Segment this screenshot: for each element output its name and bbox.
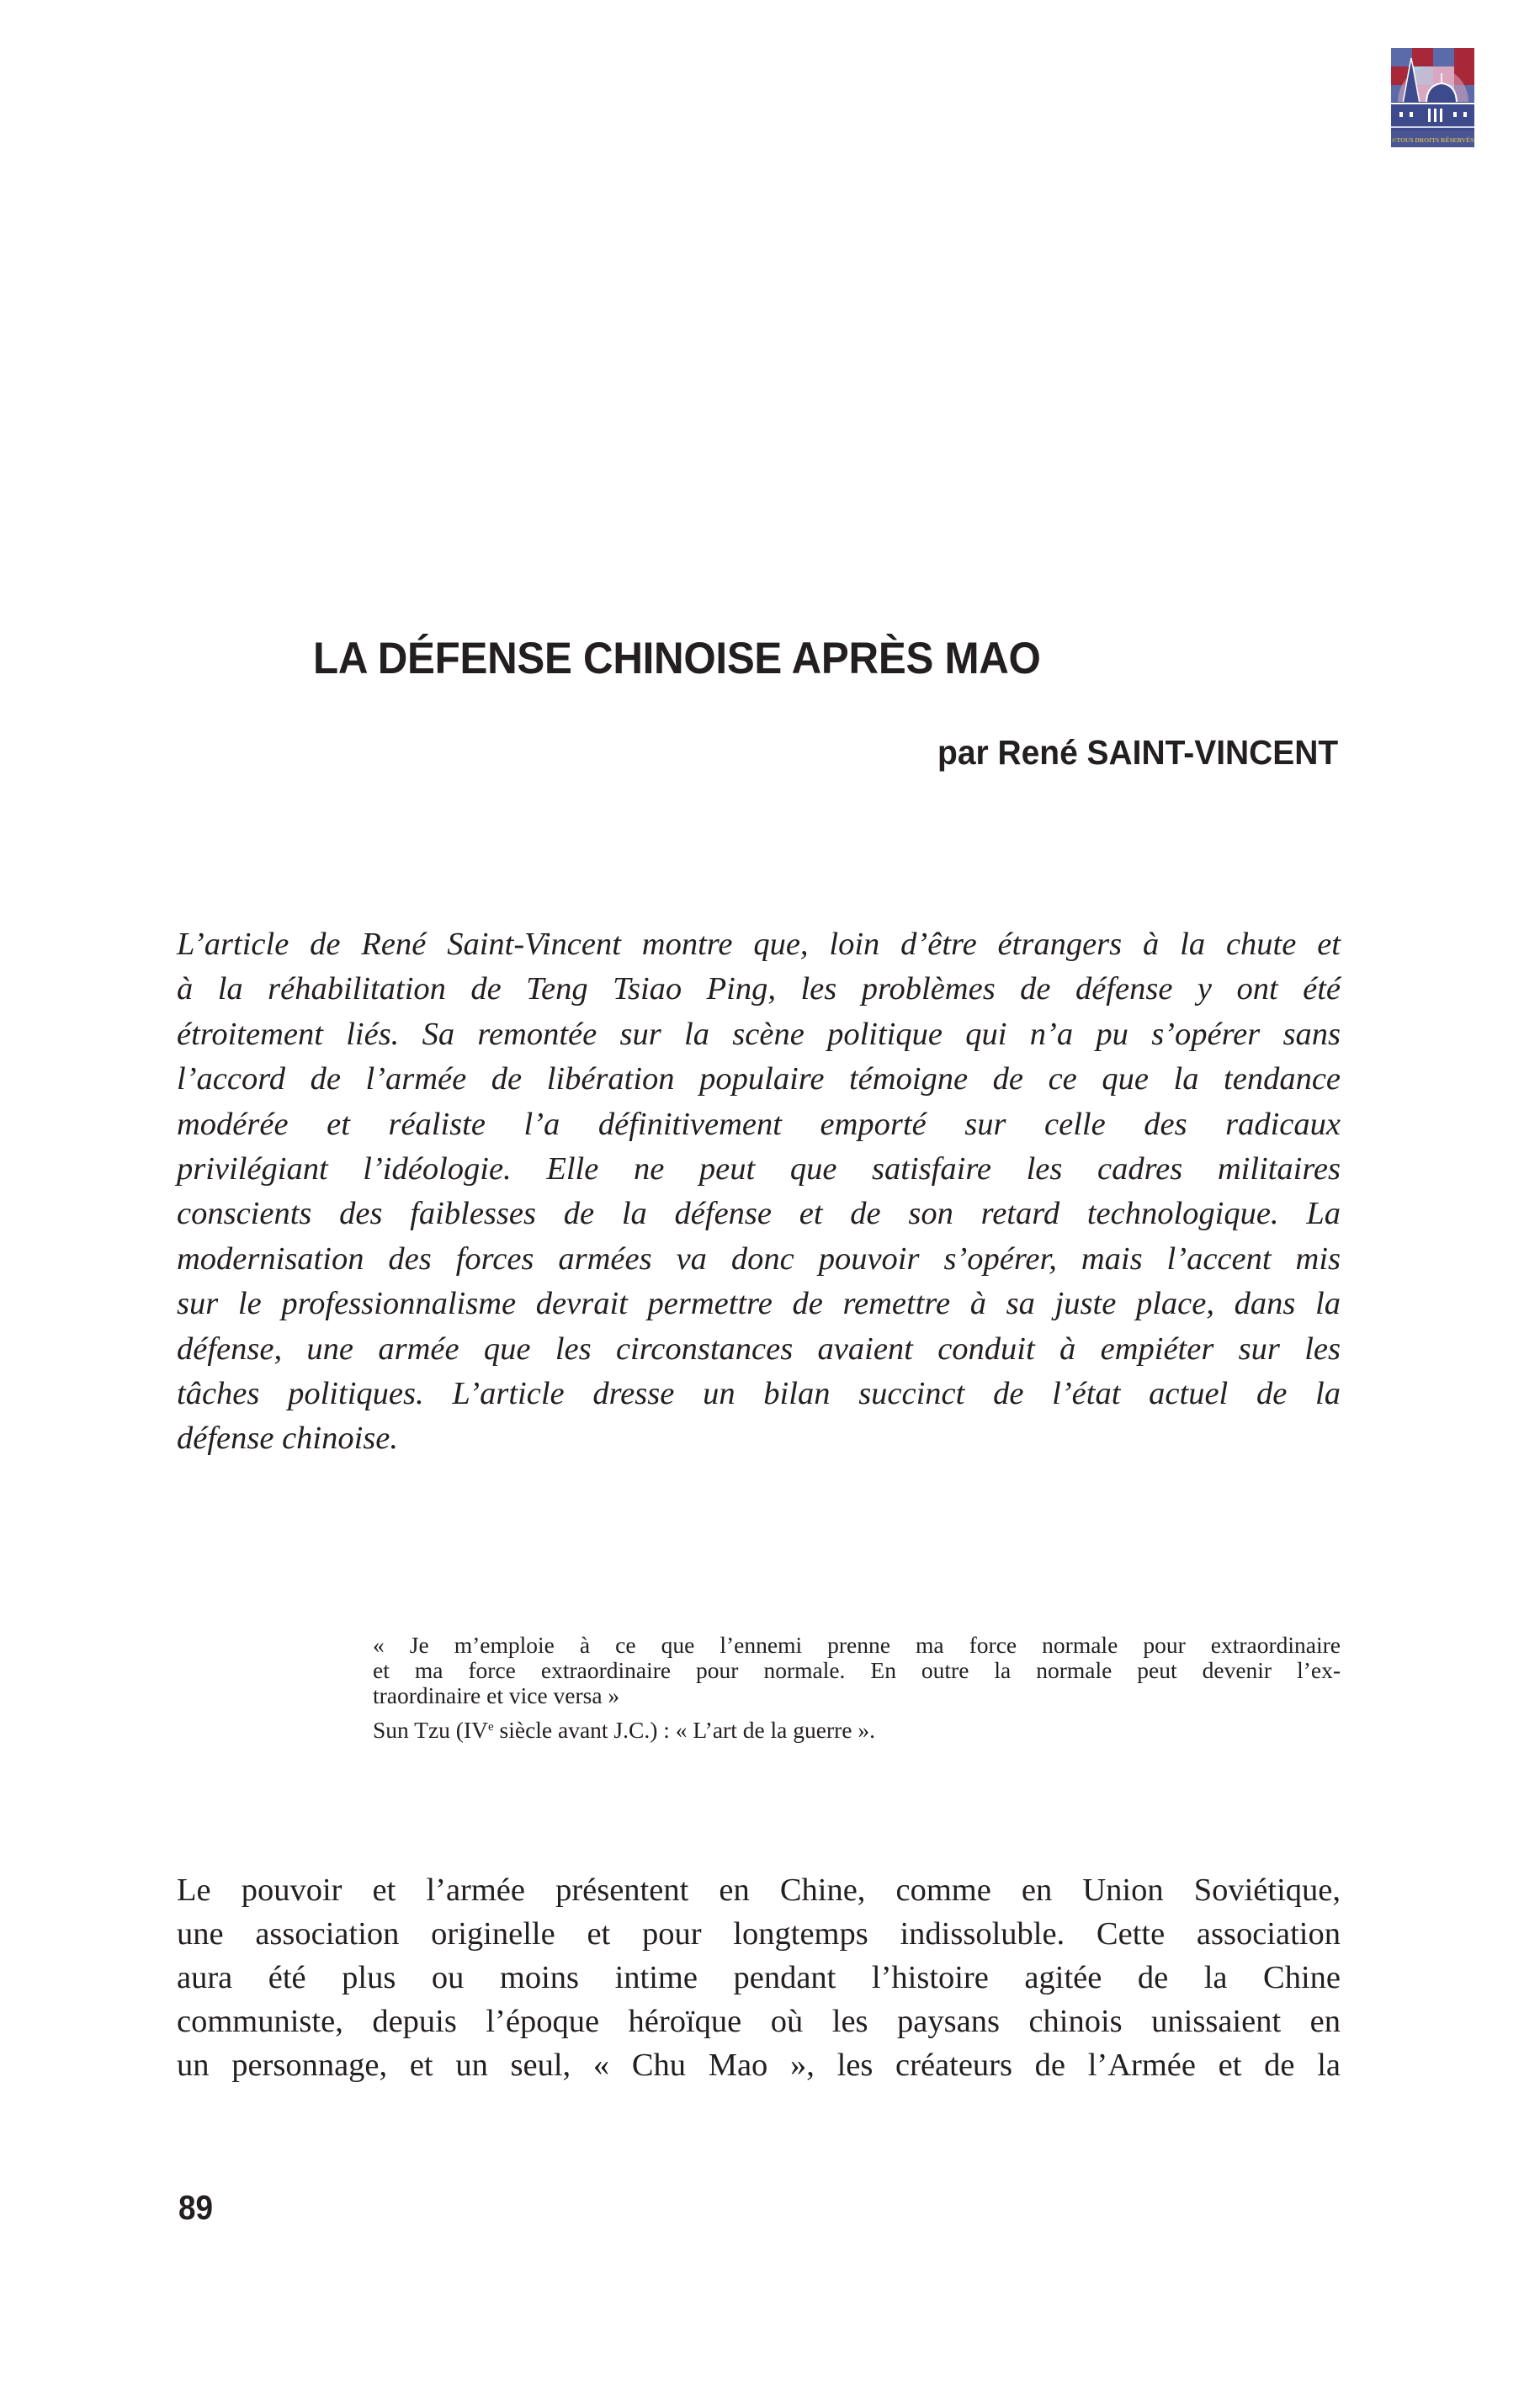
page-number: 89 xyxy=(178,2188,214,2227)
abstract-line: étroitement liés. Sa remontée sur la scène politique qui n’a pu s’opérer sans xyxy=(177,1016,1341,1052)
epigraph-line: « Je m’emploie à ce que l’ennemi prenne ma force normale pour extraordinaire xyxy=(373,1632,1341,1658)
epigraph-attribution xyxy=(373,1717,875,1744)
attribution-text-end: siècle avant J.C.) : « L’art de la guerre ». xyxy=(493,1717,875,1743)
attribution-superscript: e xyxy=(487,1720,494,1734)
attribution-text: Sun Tzu (IV xyxy=(373,1717,488,1743)
body-line: aura été plus ou moins intime pendant l’histoire agitée de la Chine xyxy=(177,1960,1341,1995)
building-band xyxy=(1391,102,1474,130)
svg-text:©TOUS DROITS RÉSERVÉS: ©TOUS DROITS RÉSERVÉS xyxy=(1391,136,1474,144)
article-author: par René SAINT-VINCENT xyxy=(937,733,1338,772)
body-line: Le pouvoir et l’armée présentent en Chine, comme en Union Soviétique, xyxy=(177,1872,1341,1908)
abstract-line: à la réhabilitation de Teng Tsiao Ping, les problèmes de défense y ont été xyxy=(177,971,1341,1007)
epigraph-quote xyxy=(373,1633,1341,1708)
body-line: communiste, depuis l’époque héroïque où les paysans chinois unissaient en xyxy=(177,2004,1341,2039)
epigraph-line: et ma force extraordinaire pour normale. En outre la normale peut devenir l’ex- xyxy=(373,1657,1341,1683)
abstract-line: modérée et réaliste l’a définitivement emporté sur celle des radicaux xyxy=(177,1106,1341,1142)
article-title: LA DÉFENSE CHINOISE APRÈS MAO xyxy=(313,634,1041,683)
abstract-line: défense chinoise. xyxy=(177,1421,398,1457)
abstract-line: l’accord de l’armée de libération populaire témoigne de ce que la tendance xyxy=(177,1061,1341,1097)
abstract-line: privilégiant l’idéologie. Elle ne peut que satisfaire les cadres militaires xyxy=(177,1150,1341,1187)
abstract-line: modernisation des forces armées va donc pouvoir s’opérer, mais l’accent mis xyxy=(177,1240,1341,1277)
abstract-line: défense, une armée que les circonstances avaient conduit à empiéter sur les xyxy=(177,1331,1341,1367)
body-line: un personnage, et un seul, « Chu Mao », les créateurs de l’Armée et de la xyxy=(177,2048,1341,2083)
abstract-line: L’article de René Saint-Vincent montre que, loin d’être étrangers à la chute et xyxy=(177,927,1341,962)
logo-image xyxy=(1391,48,1474,147)
abstract xyxy=(177,922,1341,1462)
abstract-line: sur le professionnalisme devrait permettre de remettre à sa juste place, dans la xyxy=(177,1286,1341,1322)
abstract-line: conscients des faiblesses de la défense et de son retard technologique. La xyxy=(177,1196,1341,1232)
abstract-line: tâches politiques. L’article dresse un bilan succinct de l’état actuel de la xyxy=(177,1375,1341,1411)
epigraph-line: traordinaire et vice versa » xyxy=(373,1682,620,1708)
body-line: une association originelle et pour longtemps indissoluble. Cette association xyxy=(177,1916,1341,1952)
copyright-logo xyxy=(1391,48,1474,147)
body-paragraph xyxy=(177,1868,1341,2087)
